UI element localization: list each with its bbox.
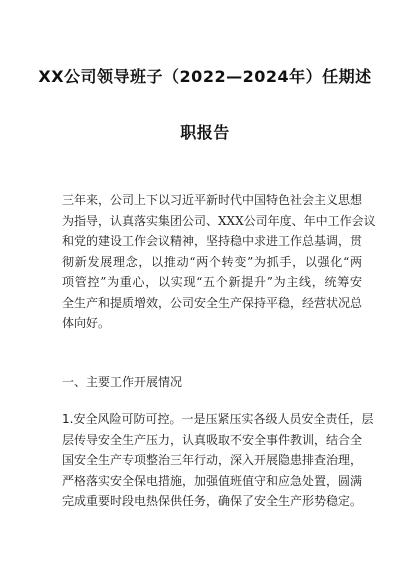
intro-paragraph xyxy=(62,190,376,334)
item-1-line: 层传导安全生产压力，认真吸取不安全事件教训，结合全 xyxy=(62,432,363,447)
item-1-line: 严格落实安全保电措施，加强值班值守和应急处置，圆满 xyxy=(62,473,363,488)
item-1-first-line xyxy=(62,409,374,430)
intro-line: 全生产和提质增效，公司安全生产保持平稳，经营状况总 xyxy=(62,295,363,310)
item-1-paragraph xyxy=(62,409,374,512)
document-title-line-2: 职报告 xyxy=(180,123,230,142)
item-1-line: 安全风险可防可控。一是压紧压实各级人员安全责任，层 xyxy=(73,412,374,426)
intro-line: 为指导，认真落实集团公司、XXX公司年度、年中工作会议 xyxy=(62,213,376,228)
item-1-line: 国安全生产专项整治三年行动，深入开展隐患排查治理， xyxy=(62,453,363,467)
section-heading: 一、主要工作开展情况 xyxy=(62,375,183,389)
intro-line: 项管控”为重心，以实现“五个新提升”为主线，统筹安 xyxy=(62,275,362,289)
item-1-number: 1. xyxy=(62,412,74,426)
item-1-line: 完成重要时段电热保供任务，确保了安全生产形势稳定。 xyxy=(62,494,363,508)
intro-line: 彻新发展理念，以推动“两个转变”为抓手，以强化“两 xyxy=(62,254,362,269)
intro-line: 和党的建设工作会议精神，坚持稳中求进工作总基调，贯 xyxy=(62,234,363,248)
document-title-line-1: XX公司领导班子（2022—2024年）任期述 xyxy=(38,67,372,86)
intro-line: 三年来，公司上下以习近平新时代中国特色社会主义思想 xyxy=(62,193,363,207)
intro-line: 体向好。 xyxy=(62,316,111,330)
